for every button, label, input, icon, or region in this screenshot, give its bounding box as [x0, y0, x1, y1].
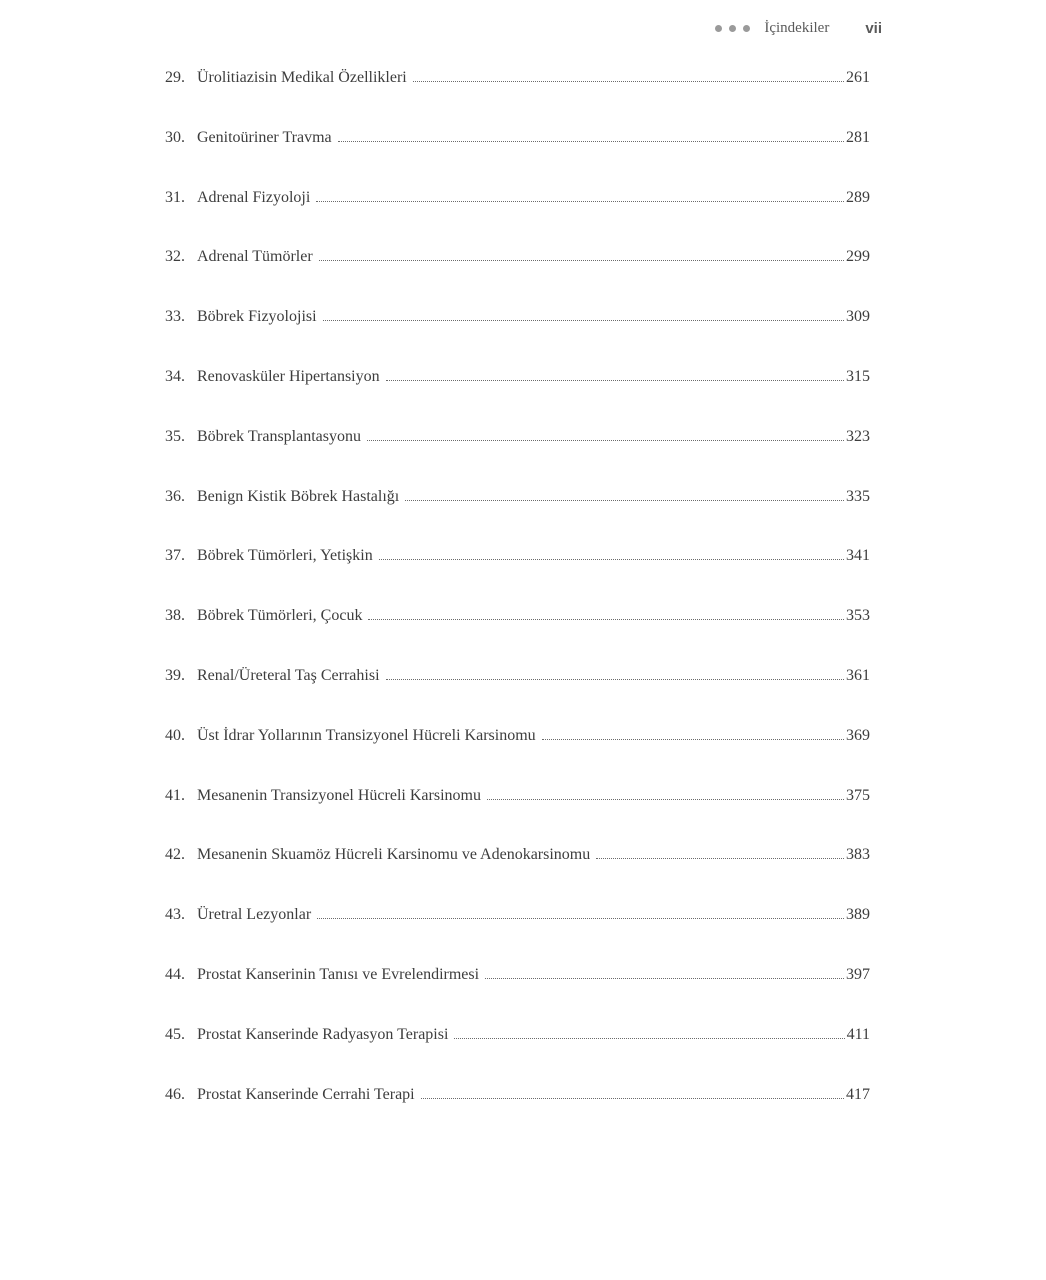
- header-dots-ornament: [715, 25, 750, 32]
- chapter-number: 42.: [165, 846, 185, 864]
- chapter-number: 32.: [165, 248, 185, 266]
- dot-leader: [542, 738, 844, 740]
- toc-entry[interactable]: [165, 900, 870, 960]
- toc-entry[interactable]: [165, 960, 870, 1020]
- dot-leader: [386, 379, 844, 381]
- chapter-number: 39.: [165, 666, 185, 684]
- toc-entry[interactable]: [165, 781, 870, 841]
- chapter-page-number[interactable]: 289: [846, 188, 870, 206]
- dot-icon: [729, 25, 736, 32]
- chapter-title[interactable]: Renovasküler Hipertansiyon: [197, 367, 380, 385]
- chapter-title[interactable]: Prostat Kanserinin Tanısı ve Evrelendirmesi: [197, 965, 480, 983]
- chapter-page-number[interactable]: 389: [846, 906, 870, 924]
- chapter-title[interactable]: Böbrek Tümörleri, Yetişkin: [197, 547, 373, 565]
- toc-entry[interactable]: [165, 661, 870, 721]
- chapter-title[interactable]: Adrenal Tümörler: [197, 248, 313, 266]
- toc-entry[interactable]: [165, 482, 870, 542]
- chapter-number: 31.: [165, 188, 185, 206]
- chapter-title[interactable]: Renal/Üreteral Taş Cerrahisi: [197, 666, 380, 684]
- dot-icon: [715, 25, 722, 32]
- chapter-title[interactable]: Ürolitiazisin Medikal Özellikleri: [197, 69, 407, 86]
- chapter-title[interactable]: Üretral Lezyonlar: [197, 906, 312, 924]
- chapter-title[interactable]: Prostat Kanserinde Cerrahi Terapi: [197, 1085, 415, 1103]
- toc-entry[interactable]: [165, 541, 870, 601]
- toc-entry[interactable]: [165, 840, 870, 900]
- dot-leader: [323, 319, 844, 321]
- chapter-number: 29.: [165, 69, 185, 86]
- dot-leader: [487, 798, 844, 800]
- dot-leader: [379, 558, 844, 560]
- chapter-page-number[interactable]: 309: [846, 308, 870, 326]
- chapter-number: 38.: [165, 607, 185, 625]
- chapter-page-number[interactable]: 315: [846, 367, 870, 385]
- toc-entry[interactable]: [165, 721, 870, 781]
- toc-entry[interactable]: [165, 362, 870, 422]
- dot-leader: [454, 1037, 844, 1039]
- chapter-number: 45.: [165, 1025, 185, 1043]
- toc-entry[interactable]: [165, 183, 870, 243]
- chapter-page-number[interactable]: 397: [846, 965, 870, 983]
- dot-leader: [386, 678, 844, 680]
- toc-entry[interactable]: [165, 242, 870, 302]
- chapter-page-number[interactable]: 375: [846, 786, 870, 804]
- dot-leader: [317, 917, 844, 919]
- chapter-number: 36.: [165, 487, 185, 505]
- toc-entry[interactable]: [165, 422, 870, 482]
- dot-leader: [405, 499, 844, 501]
- chapter-number: 30.: [165, 128, 185, 146]
- chapter-title[interactable]: Üst İdrar Yollarının Transizyonel Hücreli Karsinomu: [197, 726, 536, 744]
- chapter-title[interactable]: Adrenal Fizyoloji: [197, 188, 311, 206]
- chapter-title[interactable]: Böbrek Fizyolojisi: [197, 308, 317, 326]
- chapter-number: 35.: [165, 427, 185, 445]
- chapter-number: 44.: [165, 965, 185, 983]
- dot-icon: [743, 25, 750, 32]
- chapter-page-number[interactable]: 417: [846, 1085, 870, 1103]
- chapter-page-number[interactable]: 341: [846, 547, 870, 565]
- chapter-number: 37.: [165, 547, 185, 565]
- running-header-title: İçindekiler: [764, 19, 830, 36]
- chapter-page-number[interactable]: 261: [846, 69, 870, 86]
- chapter-number: 46.: [165, 1085, 185, 1103]
- chapter-page-number[interactable]: 299: [846, 248, 870, 266]
- dot-leader: [368, 618, 844, 620]
- toc-entry[interactable]: [165, 1020, 870, 1080]
- chapter-number: 41.: [165, 786, 185, 804]
- chapter-page-number[interactable]: 335: [846, 487, 870, 505]
- chapter-title[interactable]: Böbrek Tümörleri, Çocuk: [197, 607, 363, 625]
- chapter-page-number[interactable]: 369: [846, 726, 870, 744]
- dot-leader: [485, 977, 844, 979]
- dot-leader: [319, 259, 844, 261]
- chapter-title[interactable]: Mesanenin Skuamöz Hücreli Karsinomu ve Adenokarsinomu: [197, 846, 591, 864]
- dot-leader: [316, 200, 844, 202]
- toc-entry[interactable]: [165, 1080, 870, 1140]
- chapter-page-number[interactable]: 281: [846, 128, 870, 146]
- chapter-page-number[interactable]: 353: [846, 607, 870, 625]
- chapter-title[interactable]: Prostat Kanserinde Radyasyon Terapisi: [197, 1025, 449, 1043]
- table-of-contents: [165, 63, 870, 1139]
- chapter-number: 34.: [165, 367, 185, 385]
- chapter-title[interactable]: Benign Kistik Böbrek Hastalığı: [197, 487, 400, 505]
- toc-entry[interactable]: [165, 123, 870, 183]
- chapter-page-number[interactable]: 323: [846, 427, 870, 445]
- toc-entry[interactable]: [165, 601, 870, 661]
- dot-leader: [596, 857, 844, 859]
- toc-entry[interactable]: [165, 302, 870, 362]
- toc-entry[interactable]: [165, 63, 870, 123]
- dot-leader: [413, 80, 844, 82]
- chapter-title[interactable]: Böbrek Transplantasyonu: [197, 427, 361, 445]
- page-number: vii: [865, 19, 882, 37]
- chapter-number: 43.: [165, 906, 185, 924]
- chapter-page-number[interactable]: 411: [846, 1025, 870, 1043]
- dot-leader: [421, 1097, 844, 1099]
- chapter-page-number[interactable]: 361: [846, 666, 870, 684]
- chapter-number: 40.: [165, 726, 185, 744]
- chapter-page-number[interactable]: 383: [846, 846, 870, 864]
- dot-leader: [367, 439, 844, 441]
- chapter-title[interactable]: Genitoüriner Travma: [197, 128, 332, 146]
- chapter-title[interactable]: Mesanenin Transizyonel Hücreli Karsinomu: [197, 786, 481, 804]
- chapter-number: 33.: [165, 308, 185, 326]
- page-header: [700, 14, 890, 42]
- dot-leader: [338, 140, 844, 142]
